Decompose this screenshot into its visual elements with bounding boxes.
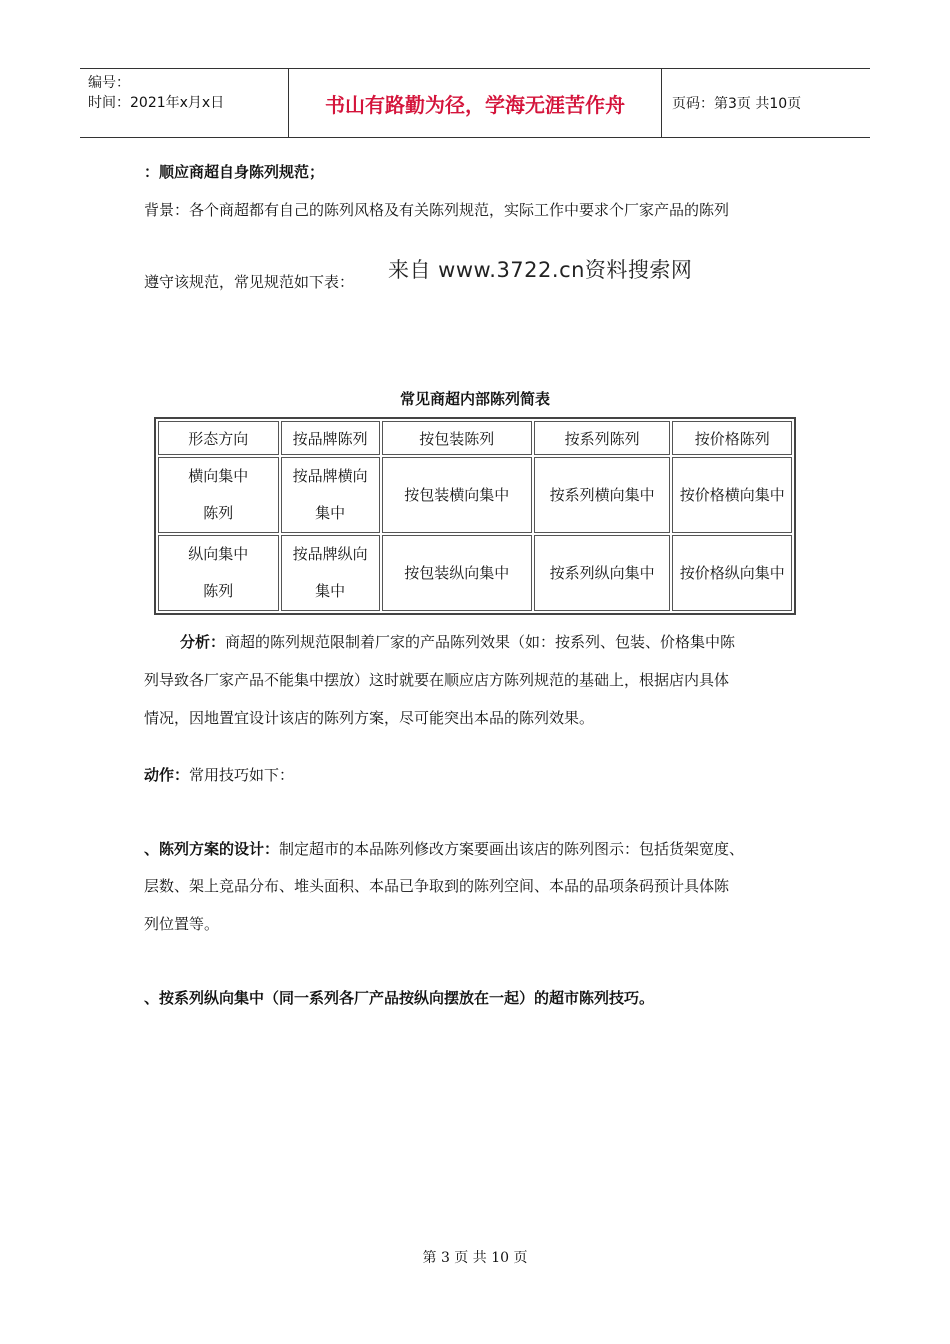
page-footer: 第 3 页 共 10 页: [422, 1250, 528, 1266]
table-row: [158, 457, 792, 533]
table-cell: 按包装纵向集中: [382, 535, 532, 611]
header-meta: [80, 69, 289, 137]
design-label: 、陈列方案的设计：: [144, 840, 280, 858]
table-cell: 按品牌横向 集中: [281, 457, 380, 533]
table-cell: 横向集中 陈列: [158, 457, 279, 533]
action-label: 动作：: [144, 766, 190, 784]
table-title: 常见商超内部陈列简表: [399, 390, 550, 408]
table-cell: 按价格纵向集中: [672, 535, 792, 611]
table-header-cell: 按包装陈列: [382, 421, 532, 455]
page-header: [80, 68, 870, 138]
table-header-cell: 按品牌陈列: [281, 421, 380, 455]
table-cell: 按品牌纵向 集中: [281, 535, 380, 611]
time-label: 时间：2021年x月x日: [88, 95, 225, 111]
table-cell: 按包装横向集中: [382, 457, 532, 533]
action-line: 动作：常用技巧如下：: [144, 766, 295, 784]
code-label: 编号：: [88, 75, 130, 91]
watermark-text: 来自 www.3722.cn资料搜索网: [388, 258, 693, 282]
table-row: [158, 535, 792, 611]
table-cell: 纵向集中 陈列: [158, 535, 279, 611]
analysis-line-2: 列导致各厂家产品不能集中摆放）这时就要在顺应店方陈列规范的基础上，根据店内具体: [144, 671, 730, 689]
series-heading: 、按系列纵向集中（同一系列各厂产品按纵向摆放在一起）的超市陈列技巧。: [144, 989, 655, 1007]
analysis-line-1: 分析：商超的陈列规范限制着厂家的产品陈列效果（如：按系列、包装、价格集中陈: [180, 633, 736, 651]
design-line-2: 层数、架上竞品分布、堆头面积、本品已争取到的陈列空间、本品的品项条码预计具体陈: [144, 877, 730, 895]
design-line-3: 列位置等。: [144, 915, 220, 933]
table-header-cell: 按系列陈列: [534, 421, 671, 455]
background-line-1: 背景：各个商超都有自己的陈列风格及有关陈列规范，实际工作中要求个厂家产品的陈列: [144, 201, 730, 219]
analysis-line-3: 情况，因地置宜设计该店的陈列方案，尽可能突出本品的陈列效果。: [144, 709, 595, 727]
table-cell: 按价格横向集中: [672, 457, 792, 533]
analysis-label: 分析：: [180, 633, 226, 651]
table-header-cell: 按价格陈列: [672, 421, 792, 455]
header-motto: 书山有路勤为径，学海无涯苦作舟: [289, 69, 662, 137]
section-heading: ：顺应商超自身陈列规范；: [144, 163, 325, 181]
design-line-1: 、陈列方案的设计：制定超市的本品陈列修改方案要画出该店的陈列图示：包括货架宽度、: [144, 840, 745, 858]
table-header-row: [158, 421, 792, 455]
display-table: [154, 417, 796, 615]
header-page-info: 页码：第3页 共10页: [672, 96, 802, 112]
background-line-2: 遵守该规范，常见规范如下表：: [144, 273, 355, 291]
table-header-cell: 形态方向: [158, 421, 279, 455]
table-cell: 按系列横向集中: [534, 457, 671, 533]
table-cell: 按系列纵向集中: [534, 535, 671, 611]
